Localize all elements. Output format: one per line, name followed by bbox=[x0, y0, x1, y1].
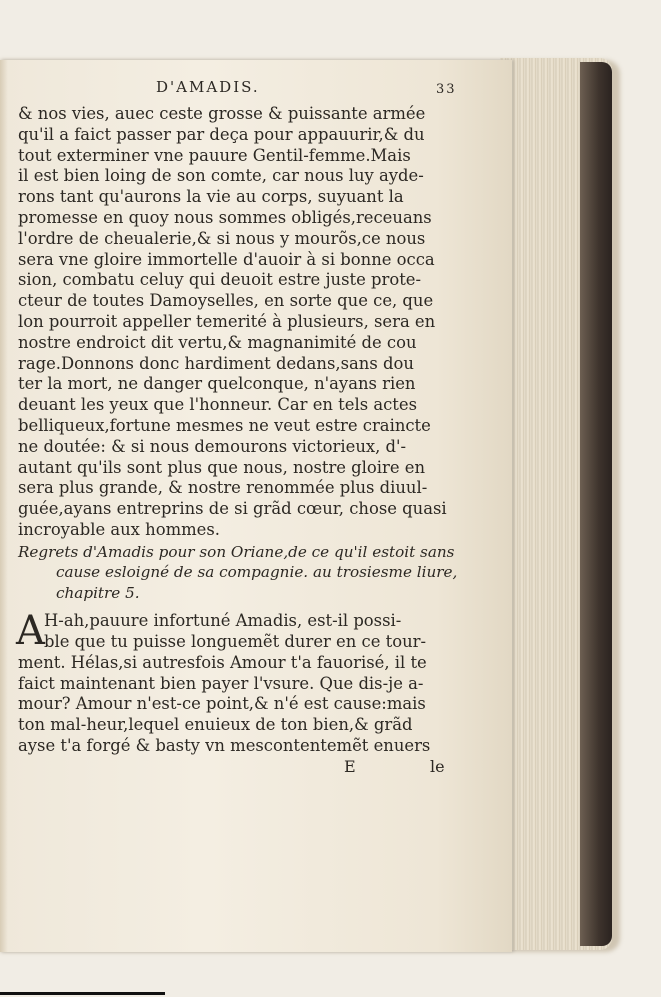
text-line: autant qu'ils sont plus que nous, nostre gloire en bbox=[18, 457, 426, 477]
body-paragraph bbox=[18, 104, 458, 541]
text-line: lon pourroit appeller temerité à plusieurs, sera en bbox=[18, 311, 436, 331]
text-line: ayse t'a forgé & basty vn mescontentemẽt enuers bbox=[18, 736, 431, 756]
text-line: qu'il a faict passer par deça pour appauurir,& du bbox=[18, 124, 425, 144]
page-footer bbox=[18, 757, 458, 779]
book-cover bbox=[580, 62, 612, 946]
text-line: l'ordre de cheualerie,& si nous y mourõs,ce nous bbox=[18, 228, 426, 248]
drop-cap: A bbox=[16, 608, 45, 655]
text-line: deuant les yeux que l'honneur. Car en tels actes bbox=[18, 395, 417, 415]
heading-line: chapitre 5. bbox=[56, 583, 140, 602]
text-line: sion, combatu celuy qui deuoit estre juste prote- bbox=[18, 270, 422, 290]
text-line: sera plus grande, & nostre renommée plus diuul- bbox=[18, 478, 428, 498]
text-line: ble que tu puisse longuemẽt durer en ce tour- bbox=[44, 632, 427, 652]
text-line: & nos vies, auec ceste grosse & puissante armée bbox=[18, 104, 426, 123]
text-line: faict maintenant bien payer l'vsure. Que dis-je a- bbox=[18, 673, 424, 693]
second-paragraph bbox=[16, 608, 458, 757]
catchword: le bbox=[430, 756, 445, 776]
text-line: ne doutée: & si nous demourons victorieux, d'- bbox=[18, 436, 407, 456]
text-line: tout exterminer vne pauure Gentil-femme.Mais bbox=[18, 145, 411, 165]
text-line: H-ah,pauure infortuné Amadis, est-il possi- bbox=[44, 611, 402, 631]
text-line: promesse en quoy nous sommes obligés,receuans bbox=[18, 207, 432, 227]
running-head bbox=[18, 76, 458, 104]
text-line: sera vne gloire immortelle d'auoir à si bonne occa bbox=[18, 249, 435, 269]
running-head-title: D'AMADIS. bbox=[156, 78, 260, 96]
text-line: guée,ayans entreprins de si grãd cœur, chose quasi bbox=[18, 499, 447, 519]
text-line: il est bien loing de son comte, car nous luy ayde- bbox=[18, 166, 424, 186]
page-gutter-shade bbox=[0, 60, 8, 952]
text-line: mour? Amour n'est-ce point,& n'é est cause:mais bbox=[18, 694, 426, 714]
chapter-heading bbox=[18, 542, 458, 604]
text-line: incroyable aux hommes. bbox=[18, 519, 220, 539]
text-line: ter la mort, ne danger quelconque, n'ayans rien bbox=[18, 374, 416, 394]
heading-line: Regrets d'Amadis pour son Oriane,de ce qu'il estoit sans bbox=[18, 542, 455, 561]
scale-bar bbox=[0, 992, 165, 995]
text-line: ment. Hélas,si autresfois Amour t'a fauorisé, il te bbox=[18, 652, 427, 672]
text-line: ton mal-heur,lequel enuieux de ton bien,& grãd bbox=[18, 715, 413, 735]
page-text-block bbox=[18, 76, 458, 779]
signature-mark: E bbox=[344, 756, 356, 776]
text-line: rage.Donnons donc hardiment dedans,sans dou bbox=[18, 353, 414, 373]
heading-line: cause esloigné de sa compagnie. au trosiesme liure, bbox=[56, 563, 458, 582]
page-number: 33 bbox=[436, 82, 457, 97]
text-line: belliqueux,fortune mesmes ne veut estre craincte bbox=[18, 415, 431, 435]
text-line: nostre endroict dit vertu,& magnanimité de cou bbox=[18, 332, 417, 352]
text-line: cteur de toutes Damoyselles, en sorte que ce, que bbox=[18, 291, 434, 311]
text-line: rons tant qu'aurons la vie au corps, suyuant la bbox=[18, 187, 404, 207]
book-page bbox=[0, 60, 512, 952]
